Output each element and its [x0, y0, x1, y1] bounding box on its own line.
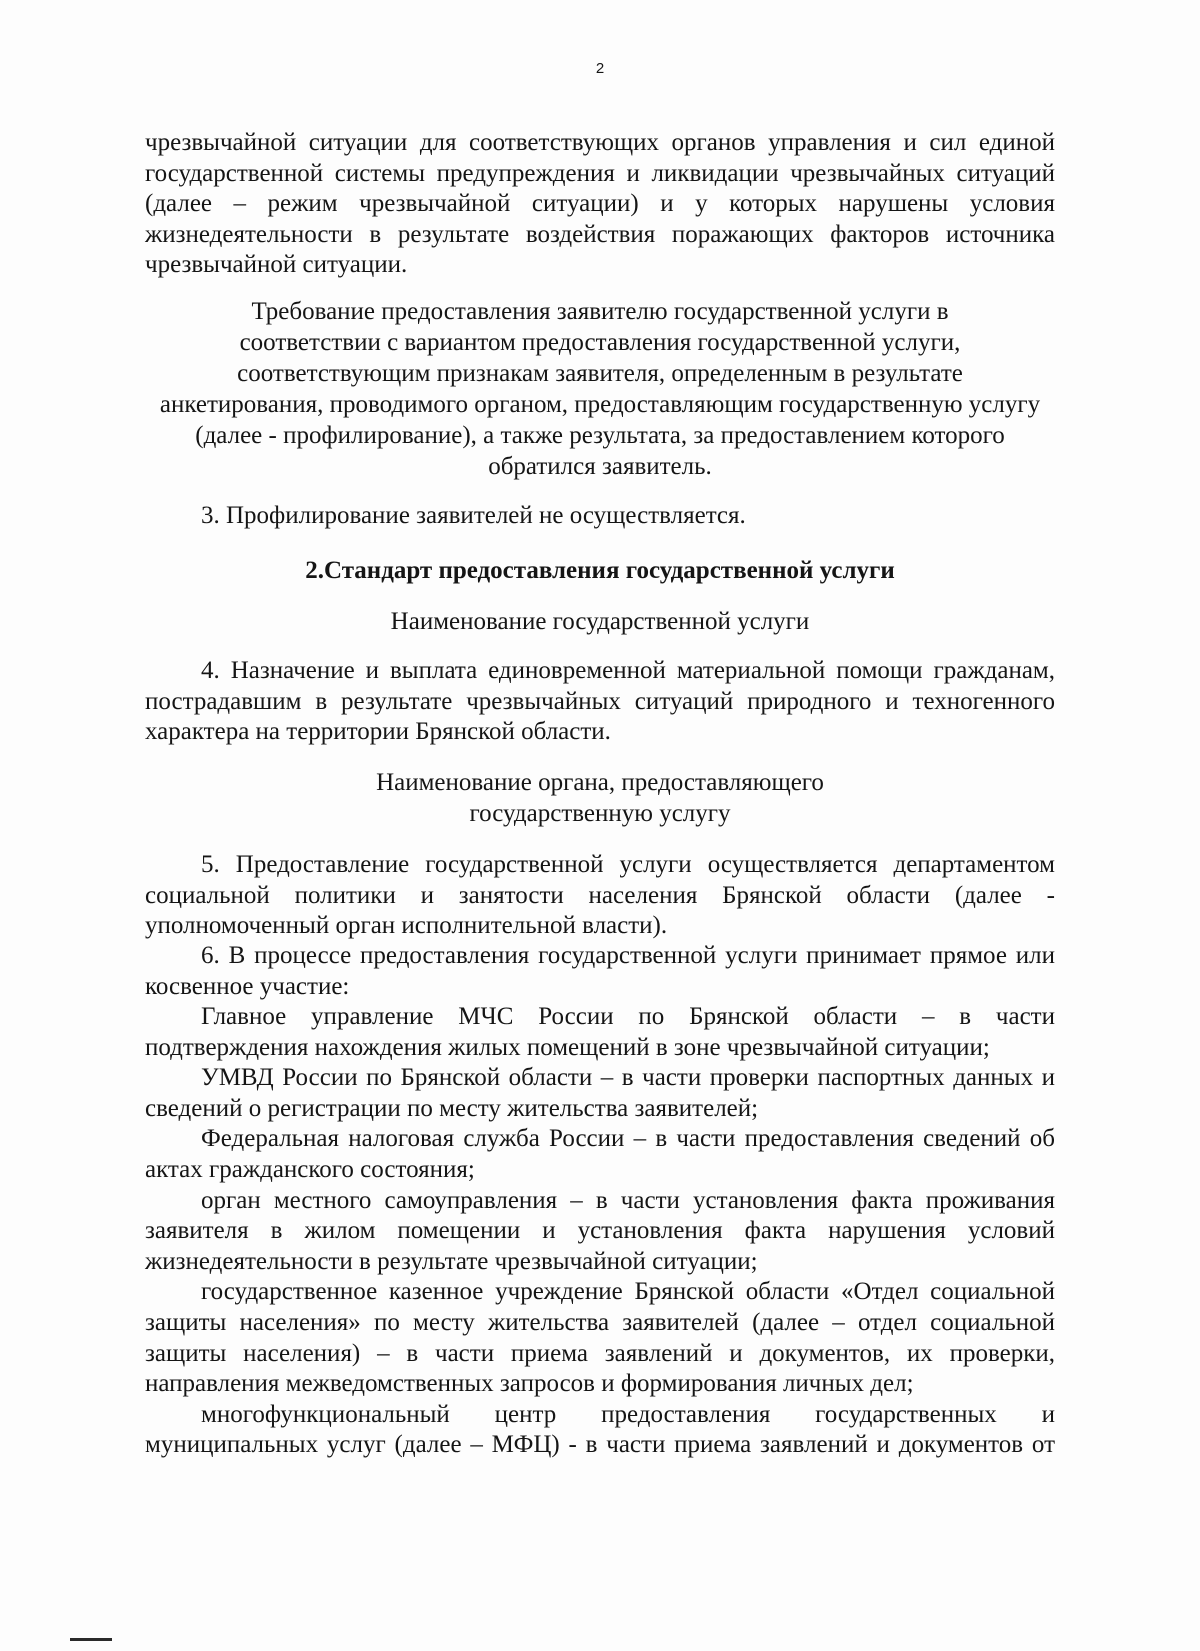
text-line: заявителя в жилом помещении и установления факта нарушения условий — [145, 1217, 1055, 1245]
heading-line: (далее - профилирование), а также результата, за предоставлением которого — [195, 422, 1005, 449]
text-line: государственной системы предупреждения и ликвидации чрезвычайных ситуаций — [145, 159, 1055, 187]
list-item — [145, 1186, 1055, 1278]
list-item — [145, 1400, 1055, 1461]
text-line: сведений о регистрации по месту жительства заявителей; — [145, 1094, 759, 1122]
list-item — [145, 1002, 1055, 1063]
heading-requirement — [130, 296, 1070, 482]
text-line: государственное казенное учреждение Брянской области «Отдел социальной — [201, 1278, 1055, 1306]
paragraph-6 — [145, 941, 1055, 1002]
section-2-title: 2.Стандарт предоставления государственной услуги — [305, 557, 895, 584]
heading-line: Требование предоставления заявителю государственной услуги в — [251, 298, 949, 325]
list-item — [145, 1063, 1055, 1124]
text-line: 4. Назначение и выплата единовременной материальной помощи гражданам, — [201, 657, 1055, 684]
paragraph-3: 3. Профилирование заявителей не осуществляется. — [201, 502, 746, 529]
text-line: жизнедеятельности в результате воздействия поражающих факторов источника — [145, 220, 1055, 248]
heading-line: соответствующим признакам заявителя, определенным в результате — [237, 360, 963, 387]
scan-edge-mark — [70, 1638, 112, 1641]
text-line: уполномоченный орган исполнительной власти). — [145, 912, 668, 940]
text-line: подтверждения нахождения жилых помещений в зоне чрезвычайной ситуации; — [145, 1033, 990, 1061]
paragraph-4 — [145, 656, 1055, 748]
text-line: Федеральная налоговая служба России – в части предоставления сведений об — [201, 1125, 1055, 1153]
text-line: направления межведомственных запросов и формирования личных дел; — [145, 1370, 914, 1398]
text-line: актах гражданского состояния; — [145, 1155, 475, 1183]
text-line: чрезвычайной ситуации для соответствующих органов управления и сил единой — [145, 129, 1055, 156]
text-line: характера на территории Брянской области. — [145, 718, 611, 746]
text-line: 5. Предоставление государственной услуги осуществляется департаментом — [201, 851, 1055, 878]
heading-line: Наименование органа, предоставляющего — [376, 769, 824, 796]
text-line: защиты населения) – в части приема заявлений и документов, их проверки, — [145, 1339, 1055, 1367]
list-item — [145, 1124, 1055, 1185]
text-line: многофункциональный центр предоставления государственных и — [201, 1400, 1055, 1428]
text-line: муниципальных услуг (далее – МФЦ) - в части приема заявлений и документов от — [145, 1431, 1055, 1459]
text-line: 6. В процессе предоставления государственной услуги принимает прямое или — [201, 942, 1055, 969]
text-line: защиты населения» по месту жительства заявителей (далее – отдел социальной — [145, 1308, 1055, 1336]
heading-line: соответствии с вариантом предоставления государственной услуги, — [239, 329, 961, 356]
heading-line: обратился заявитель. — [488, 453, 712, 480]
text-line: жизнедеятельности в результате чрезвычайной ситуации; — [145, 1247, 758, 1275]
text-line: социальной политики и занятости населения Брянской области (далее - — [145, 881, 1055, 909]
text-line: (далее – режим чрезвычайной ситуации) и у которых нарушены условия — [145, 190, 1055, 218]
heading-line: государственную услугу — [469, 800, 731, 827]
text-line: косвенное участие: — [145, 972, 350, 1000]
text-line: УМВД России по Брянской области – в части проверки паспортных данных и — [201, 1064, 1055, 1092]
heading-line: анкетирования, проводимого органом, предоставляющим государственную услугу — [159, 391, 1041, 418]
paragraph-intro — [145, 128, 1055, 281]
text-line: чрезвычайной ситуации. — [145, 251, 408, 279]
heading-service-name: Наименование государственной услуги — [390, 608, 810, 635]
page-number: 2 — [595, 60, 605, 77]
paragraph-5 — [145, 850, 1055, 942]
heading-organ — [130, 767, 1070, 829]
text-line: Главное управление МЧС России по Брянской области – в части — [201, 1003, 1055, 1030]
participants-list — [145, 1002, 1055, 1461]
text-line: пострадавшим в результате чрезвычайных ситуаций природного и техногенного — [145, 687, 1055, 715]
text-line: орган местного самоуправления – в части установления факта проживания — [201, 1186, 1055, 1214]
list-item — [145, 1277, 1055, 1399]
